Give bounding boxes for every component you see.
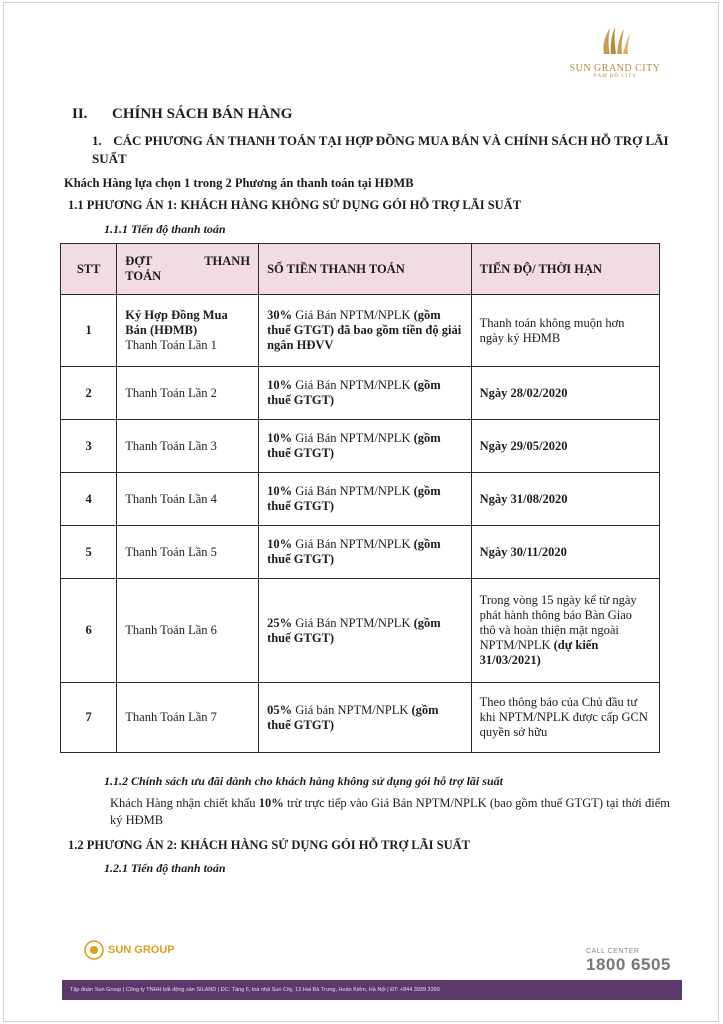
discount-text-a: Khách Hàng nhận chiết khấu [110, 796, 256, 810]
row-schedule [471, 526, 659, 579]
option-2-title: 1.2 PHƯƠNG ÁN 2: KHÁCH HÀNG SỬ DỤNG GÓI HỖ TRỢ LÃI SUẤT [68, 838, 470, 852]
option-1-sub-2: 1.1.2 Chính sách ưu đãi dành cho khách hàng không sử dụng gói hỗ trợ lãi suất [104, 774, 503, 788]
row-amount [259, 420, 472, 473]
table-row [61, 473, 660, 526]
option-1-sub-1: 1.1.1 Tiến độ thanh toán [104, 222, 226, 236]
row-amount-text: Giá Bán NPTM/NPLK [295, 615, 411, 630]
row-schedule-bold: Ngày 29/05/2020 [479, 438, 568, 453]
table-row [61, 683, 660, 753]
row-phase [117, 579, 259, 683]
row-schedule [471, 367, 659, 420]
table-row [61, 579, 660, 683]
row-stt [61, 526, 117, 579]
row-amount-bold: (gồm thuế GTGT) [267, 484, 441, 513]
row-amount-text: Giá Bán NPTM/NPLK [295, 378, 411, 392]
row-schedule-bold: Ngày 28/02/2020 [479, 385, 568, 400]
header-phase-a: ĐỢT [125, 254, 153, 268]
row-phase-label: Thanh Toán Lần 7 [125, 710, 217, 724]
row-amount-percent: 10% [267, 484, 293, 498]
sun-group-icon [84, 940, 104, 960]
discount-percent: 10% [258, 796, 284, 810]
row-schedule [471, 683, 659, 753]
row-stt [61, 420, 117, 473]
row-phase [117, 420, 259, 473]
row-phase-label: Thanh Toán Lần 6 [125, 623, 217, 637]
header-schedule: TIẾN ĐỘ/ THỜI HẠN [471, 244, 659, 295]
row-amount-percent: 05% [267, 702, 293, 717]
section-title-text: CHÍNH SÁCH BÁN HÀNG [112, 106, 293, 122]
row-phase-label: Thanh Toán Lần 5 [125, 544, 217, 559]
row-amount [259, 295, 472, 367]
row-phase [117, 473, 259, 526]
row-stt [61, 295, 117, 367]
row-amount-percent: 10% [267, 431, 293, 445]
row-stt-value: 2 [85, 385, 92, 400]
row-amount-text: Giá bán NPTM/NPLK [295, 702, 409, 717]
row-amount [259, 683, 472, 753]
row-amount-percent: 25% [267, 615, 293, 630]
heading-1 [92, 132, 678, 168]
row-stt [61, 579, 117, 683]
row-stt [61, 473, 117, 526]
row-schedule-text: Theo thông báo của Chủ đầu tư khi NPTM/NPLK được cấp GCN quyền sở hữu [479, 695, 648, 739]
header-phase-c: TOÁN [125, 269, 162, 283]
row-stt [61, 367, 117, 420]
row-stt [61, 683, 117, 753]
row-schedule-bold: Ngày 31/08/2020 [479, 491, 568, 506]
header-phase-b: THANH [204, 254, 251, 268]
brand-subtitle: NAM ĐÔ CITY [592, 74, 638, 79]
row-stt-value: 5 [85, 544, 92, 559]
row-amount-text: Giá Bán NPTM/NPLK [295, 431, 411, 445]
row-amount [259, 526, 472, 579]
row-amount-percent: 10% [267, 537, 293, 551]
row-schedule [471, 579, 659, 683]
row-stt-value: 7 [85, 710, 92, 724]
row-amount-bold: (gồm thuế GTGT) [267, 615, 441, 645]
row-amount [259, 579, 472, 683]
call-center [586, 948, 678, 975]
row-schedule [471, 420, 659, 473]
footer-address-bar: Tập đoàn Sun Group | Công ty TNHH bất động sản SILAND | ĐC: Tầng 6, toà nhà Sun City, 13 Hai Bà Trưng, Hoàn Kiếm, Hà Nội | ĐT: +844 3939 3399 [62, 980, 682, 1000]
sun-group-name: SUN GROUP [108, 944, 175, 956]
row-phase-label: Thanh Toán Lần 3 [125, 438, 217, 453]
row-amount-percent: 30% [267, 308, 293, 322]
row-schedule-bold: Ngày 30/11/2020 [479, 544, 567, 559]
header-amount: SỐ TIỀN THANH TOÁN [259, 244, 472, 295]
row-schedule-text: Trong vòng 15 ngày kể từ ngày phát hành thông báo Bàn Giao thô và hoàn thiện mặt ngoài NPTM/NPLK [479, 593, 637, 652]
row-phase-label: Thanh Toán Lần 4 [125, 491, 217, 506]
header-phase [117, 244, 259, 295]
row-amount-bold: (gồm thuế GTGT) đã bao gồm tiền độ giải ngân HĐVV [267, 308, 462, 352]
table-row [61, 420, 660, 473]
option-1-title: 1.1 PHƯƠNG ÁN 1: KHÁCH HÀNG KHÔNG SỬ DỤNG GÓI HỖ TRỢ LÃI SUẤT [68, 198, 522, 212]
table-row [61, 367, 660, 420]
sun-grand-city-emblem-icon [598, 26, 632, 56]
heading-1-text: CÁC PHƯƠNG ÁN THANH TOÁN TẠI HỢP ĐỒNG MUA BÁN VÀ CHÍNH SÁCH HỖ TRỢ LÃI SUẤT [92, 133, 669, 166]
row-phase-bold: Ký Hợp Đồng Mua Bán (HĐMB) [125, 308, 228, 337]
row-phase-label: Thanh Toán Lần 1 [125, 338, 217, 352]
table-row [61, 526, 660, 579]
row-amount-bold: (gồm thuế GTGT) [267, 702, 439, 732]
row-phase [117, 367, 259, 420]
sun-grand-city-logo [560, 26, 670, 79]
row-amount-text: Giá Bán NPTM/NPLK [295, 308, 411, 322]
row-amount-bold: (gồm thuế GTGT) [267, 378, 441, 407]
row-phase-label: Thanh Toán Lần 2 [125, 385, 217, 400]
row-amount-bold: (gồm thuế GTGT) [267, 431, 441, 460]
intro-text: Khách Hàng lựa chọn 1 trong 2 Phương án thanh toán tại HĐMB [64, 176, 414, 190]
row-schedule-text: Thanh toán không muộn hơn ngày ký HĐMB [479, 315, 625, 345]
row-amount-text: Giá Bán NPTM/NPLK [295, 484, 411, 498]
row-amount-percent: 10% [267, 378, 293, 392]
row-amount-text: Giá Bán NPTM/NPLK [295, 537, 411, 551]
row-schedule [471, 473, 659, 526]
heading-1-number: 1. [92, 133, 102, 148]
row-phase [117, 683, 259, 753]
sun-group-logo [84, 940, 175, 960]
row-amount-bold: (gồm thuế GTGT) [267, 537, 441, 566]
option-2-sub-1: 1.2.1 Tiến độ thanh toán [104, 861, 226, 875]
call-center-label: CALL CENTER [586, 948, 640, 955]
header-stt: STT [61, 244, 117, 295]
section-number: II. [72, 106, 88, 122]
row-amount [259, 367, 472, 420]
brand-name: SUN GRAND CITY [569, 63, 661, 74]
row-phase [117, 295, 259, 367]
table-row [61, 295, 660, 367]
discount-paragraph [110, 795, 670, 829]
row-stt-value: 1 [85, 323, 92, 337]
row-stt-value: 4 [85, 491, 92, 506]
discount-text-b: trừ trực tiếp vào Giá Bán NPTM/NPLK (bao gồm thuế GTGT) tại thời điểm ký HĐMB [110, 796, 671, 827]
call-center-number: 1800 6505 [586, 955, 671, 974]
payment-schedule-table [60, 243, 660, 753]
row-stt-value: 6 [85, 623, 92, 637]
row-stt-value: 3 [85, 438, 92, 453]
row-schedule [471, 295, 659, 367]
row-schedule-bold: (dự kiến 31/03/2021) [479, 638, 599, 667]
section-title [72, 106, 292, 123]
table-header-row [61, 244, 660, 295]
row-phase [117, 526, 259, 579]
row-amount [259, 473, 472, 526]
